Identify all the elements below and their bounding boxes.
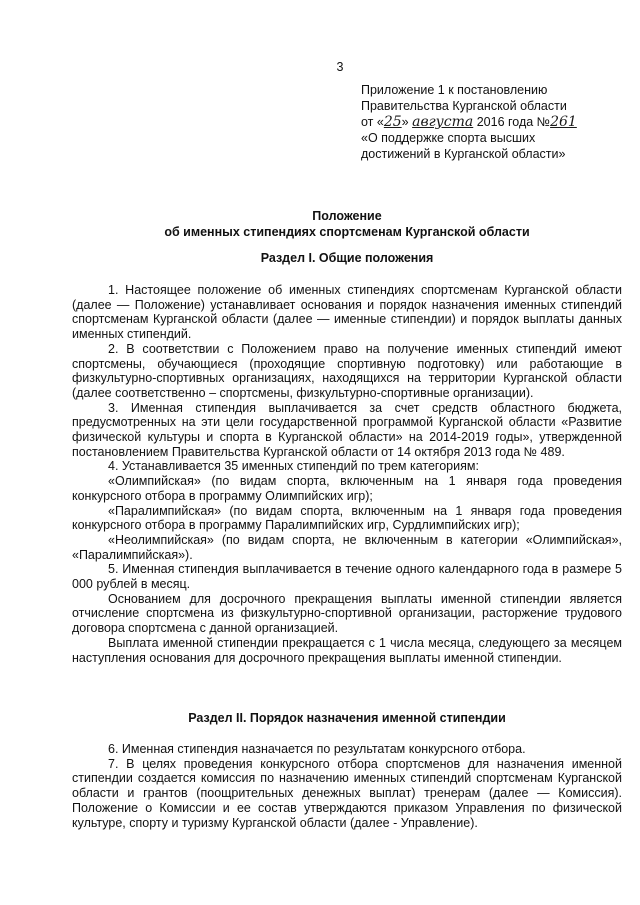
date-prefix: от « — [361, 115, 384, 129]
appendix-line-4: «О поддержке спорта высших — [361, 131, 536, 145]
paragraph-4-paralympic: «Паралимпийская» (по видам спорта, включенным на 1 января года проведения конкурсного отбора в программу Паралимпийских игр, Сурдлимпийских игр); — [72, 503, 622, 533]
date-year: 2016 года № — [473, 115, 551, 129]
decree-number-handwritten: 261 — [550, 114, 577, 130]
paragraph-6: 6. Именная стипендия назначается по результатам конкурсного отбора. — [108, 742, 526, 756]
appendix-line-1: Приложение 1 к постановлению — [361, 83, 548, 97]
paragraph-4-olympic: «Олимпийская» (по видам спорта, включенным на 1 января года проведения конкурсного отбора в программу Олимпийских игр); — [72, 474, 622, 503]
paragraph-3: 3. Именная стипендия выплачивается за счет средств областного бюджета, предусмотренных на эти цели государственной программой Курганской области «Развитие физической культуры и спорта в Курганской области» на 2014-2019 годы», утвержденной постановлением Правительства Курганской области от 14 октября 2013 года № 489. — [72, 400, 622, 459]
section-1-body — [72, 283, 622, 665]
paragraph-7: 7. В целях проведения конкурсного отбора спортсменов для назначения именной стипендии создается комиссия по назначению именных стипендий спортсменам Курганской области и грантов (поощрительных денежных выплат) тренерам (далее — Комиссия). Положение о Комиссии и ее состав утверждаются приказом Управления по физической культуре, спорту и туризму Курганской области (далее - Управление). — [72, 756, 622, 830]
paragraph-5: 5. Именная стипендия выплачивается в течение одного календарного года в размере 5 000 рублей в месяц. — [72, 562, 622, 592]
paragraph-2: 2. В соответствии с Положением право на получение именных стипендий имеют спортсмены, обучающиеся (проходящие спортивную подготовку) или работающие в физкультурно-спортивных организациях, находящихся на территории Курганской области (далее соответственно – спортсмены, физкультурно-спортивные организации). — [72, 341, 622, 400]
paragraph-5-cessation: Выплата именной стипендии прекращается с 1 числа месяца, следующего за месяцем наступления основания для досрочного прекращения выплаты именной стипендии. — [72, 635, 622, 665]
title-line-1: Положение — [312, 209, 382, 223]
appendix-date-line — [361, 114, 621, 130]
date-day-handwritten: 25 — [383, 114, 402, 130]
paragraph-5-termination: Основанием для досрочного прекращения выплаты именной стипендии является отчисление спортсмена из физкультурно-спортивной организации, расторжение трудового договора спортсмена с данной организацией. — [72, 591, 622, 636]
appendix-block — [361, 82, 621, 162]
appendix-line-2: Правительства Курганской области — [361, 99, 567, 113]
appendix-line-5: достижений в Курганской области» — [361, 147, 566, 161]
title-line-2: об именных стипендиях спортсменам Курганской области — [164, 225, 530, 239]
section-1-heading: Раздел I. Общие положения — [260, 251, 434, 265]
document-title — [72, 208, 622, 240]
section-2-heading: Раздел II. Порядок назначения именной стипендии — [188, 711, 506, 725]
page-number: 3 — [336, 60, 344, 74]
paragraph-4: 4. Устанавливается 35 именных стипендий по трем категориям: — [108, 459, 479, 474]
paragraph-4-nonolympic: «Неолимпийская» (по видам спорта, не включенным в категории «Олимпийская», «Паралимпийская»). — [72, 532, 622, 562]
paragraph-1: 1. Настоящее положение об именных стипендиях спортсменам Курганской области (далее — Положение) устанавливает основания и порядок назначения именных стипендий спортсменам Курганской области (далее — именные стипендии) и порядок выплаты данных именных стипендий. — [72, 283, 622, 342]
date-mid: » — [401, 115, 413, 129]
section-2-body — [72, 742, 622, 830]
date-month-handwritten: августа — [412, 114, 474, 130]
